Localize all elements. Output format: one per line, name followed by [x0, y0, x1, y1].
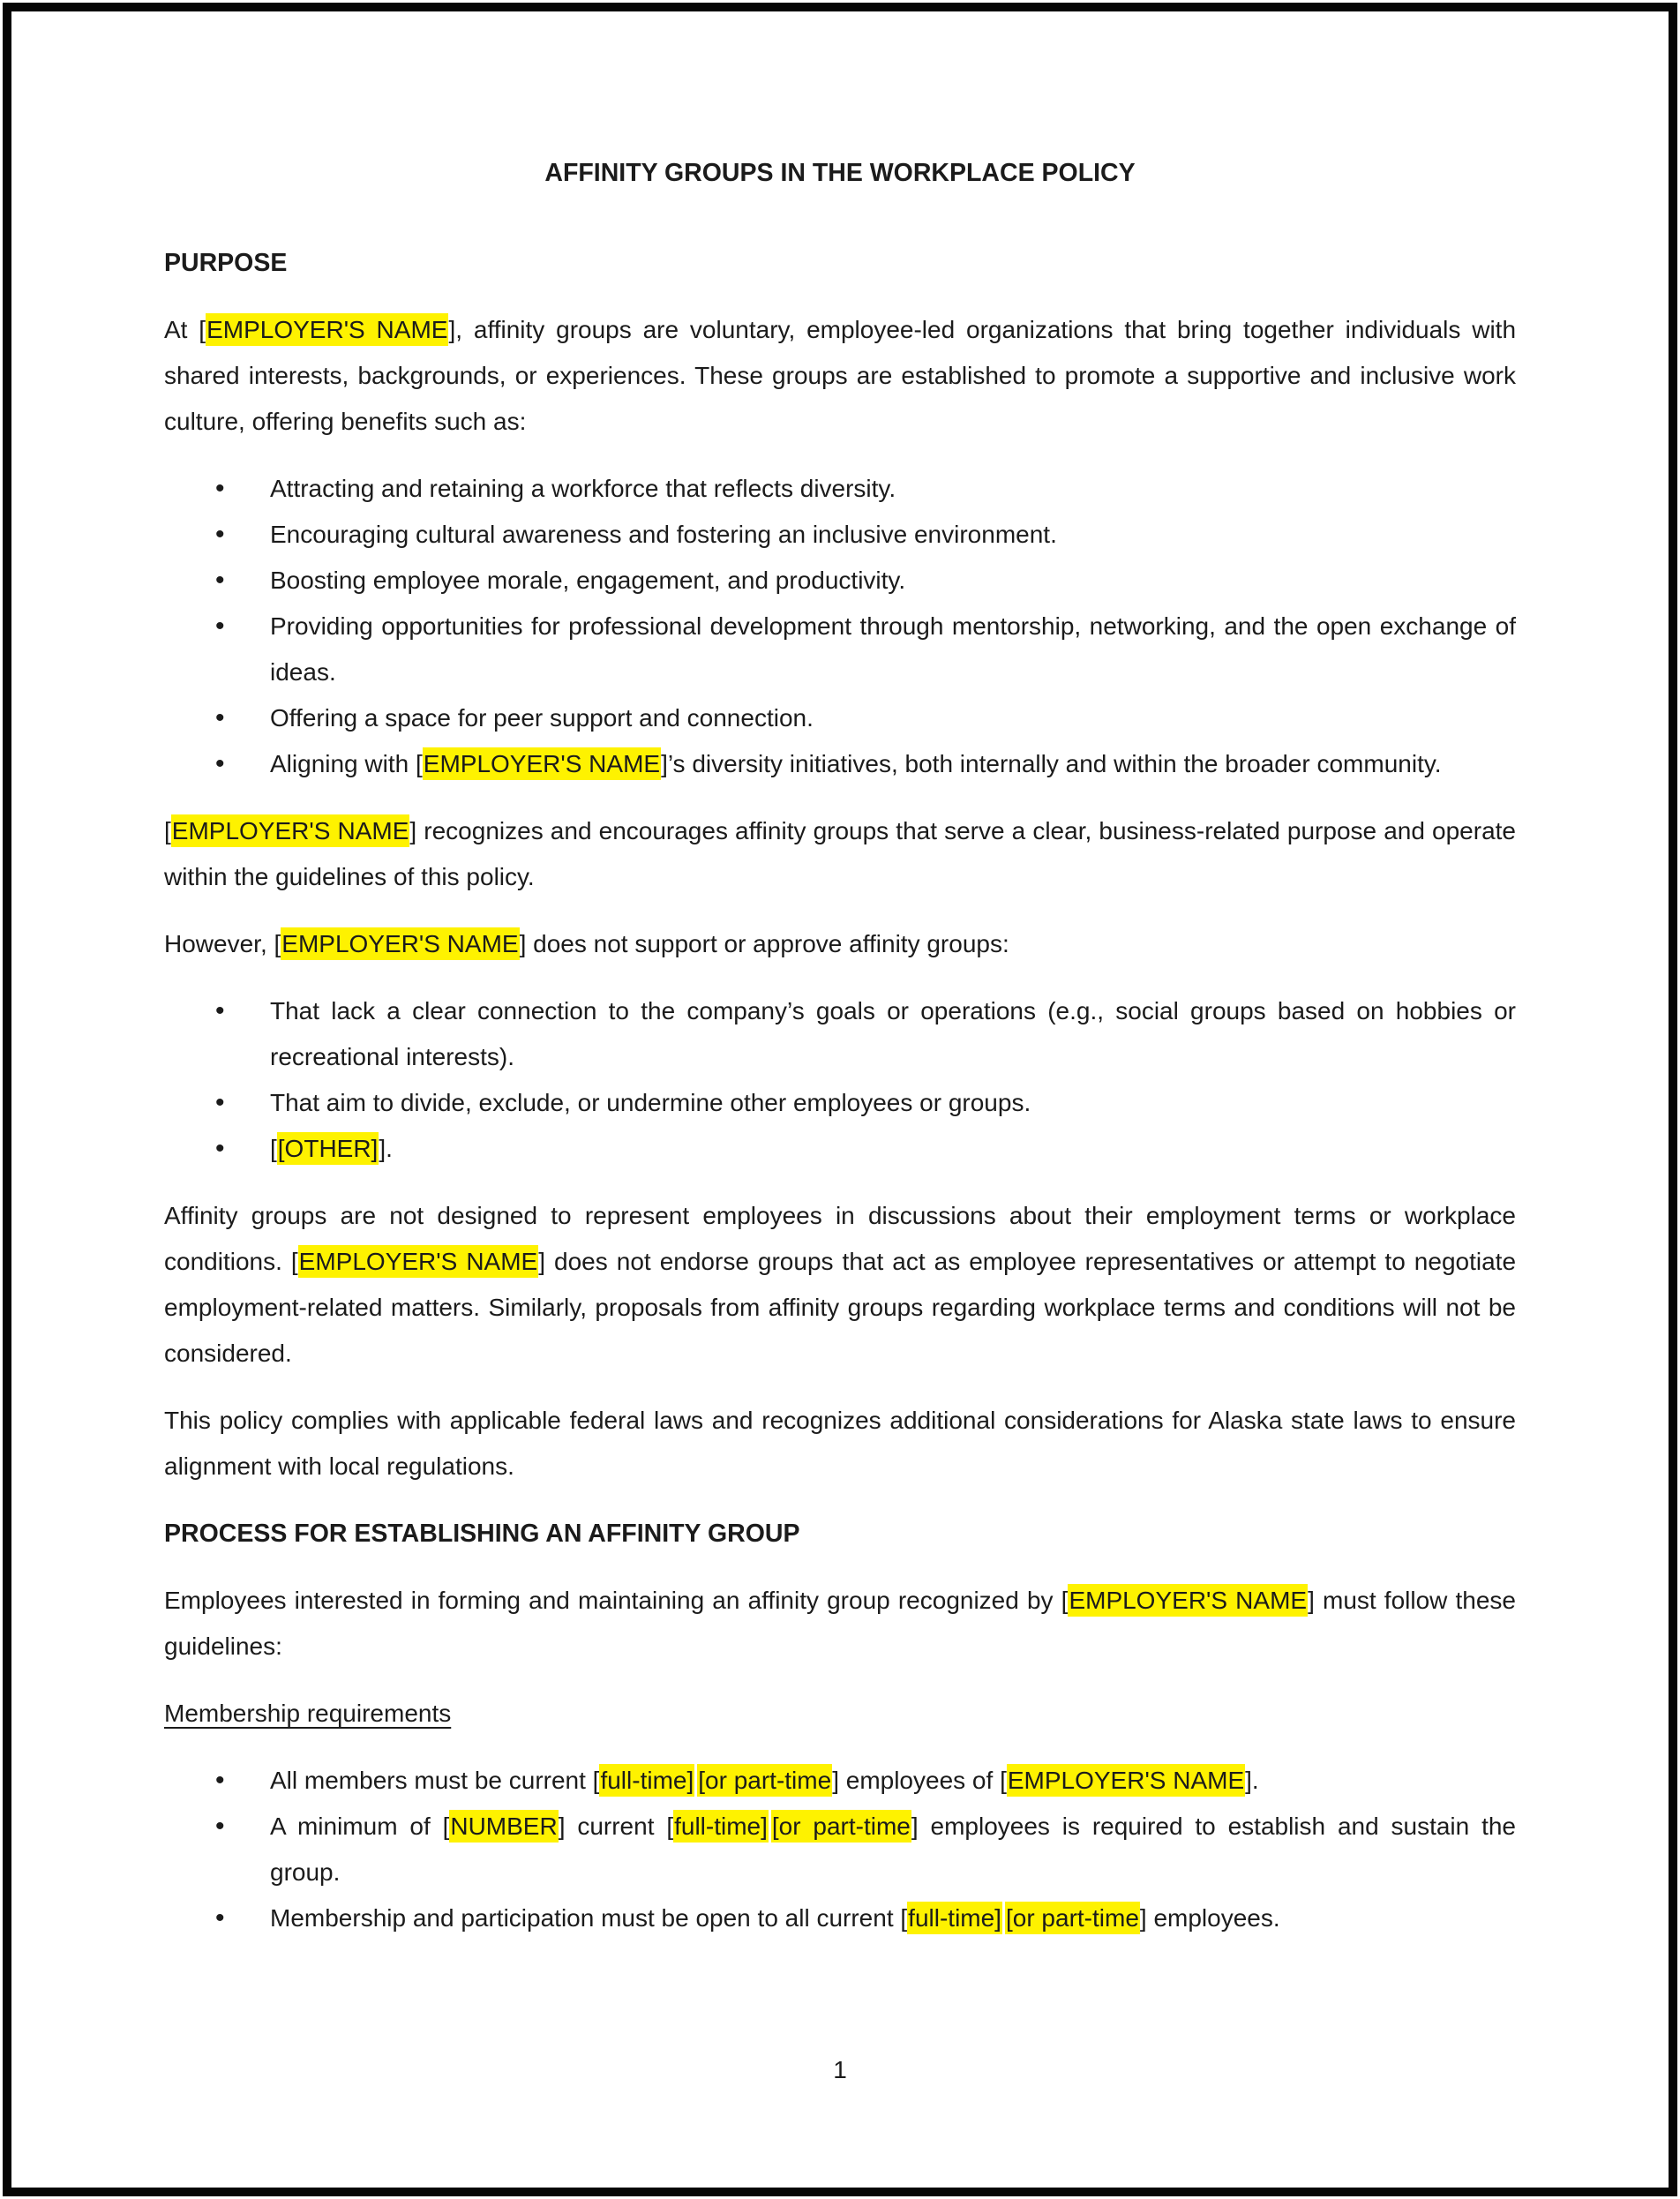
highlighted-placeholder: EMPLOYER'S NAME	[423, 747, 661, 780]
recognizes-paragraph: [EMPLOYER'S NAME] recognizes and encourages affinity groups that serve a clear, business-related purpose and operate within the guidelines of this policy.	[164, 808, 1516, 900]
highlighted-placeholder: [or part-time	[697, 1764, 832, 1797]
benefits-list	[164, 466, 1516, 787]
page-number: 1	[833, 2056, 847, 2083]
section-heading-process: PROCESS FOR ESTABLISHING AN AFFINITY GROUP	[164, 1520, 800, 1548]
highlighted-placeholder: full-time]	[673, 1810, 769, 1843]
section-heading-purpose: PURPOSE	[164, 249, 288, 277]
document-title: AFFINITY GROUPS IN THE WORKPLACE POLICY	[544, 159, 1136, 187]
compliance-paragraph: This policy complies with applicable federal laws and recognizes additional considerations for Alaska state laws to ensure alignment with local regulations.	[164, 1407, 1516, 1480]
list-item: • Encouraging cultural awareness and fostering an inclusive environment.	[270, 512, 1516, 558]
document-page	[0, 150, 1680, 1941]
list-item: • [[OTHER]].	[270, 1126, 1516, 1172]
highlighted-placeholder: EMPLOYER'S NAME	[298, 1245, 539, 1278]
highlighted-placeholder: [OTHER]	[277, 1132, 379, 1165]
highlighted-placeholder: EMPLOYER'S NAME	[1068, 1584, 1308, 1617]
highlighted-placeholder: [or part-time	[1005, 1902, 1140, 1934]
list-item: • Offering a space for peer support and connection.	[270, 695, 1516, 741]
highlighted-placeholder: full-time]	[907, 1902, 1002, 1934]
not-designed-paragraph: Affinity groups are not designed to represent employees in discussions about their employment terms or workplace conditions. [EMPLOYER'S NAME] does not endorse groups that act as employee representatives or attempt to negotiate employment-related matters. Similarly, proposals from affinity groups regarding workplace terms and conditions will not be considered.	[164, 1202, 1517, 1367]
list-item: • Aligning with [EMPLOYER'S NAME]’s diversity initiatives, both internally and within the broader community.	[270, 741, 1516, 787]
list-item: • Boosting employee morale, engagement, and productivity.	[270, 558, 1516, 604]
list-item: • Attracting and retaining a workforce that reflects diversity.	[270, 466, 1516, 512]
not-supported-list	[164, 988, 1516, 1172]
list-item: • That aim to divide, exclude, or undermine other employees or groups.	[270, 1080, 1516, 1126]
process-intro-paragraph: Employees interested in forming and maintaining an affinity group recognized by [EMPLOYER'S NAME] must follow these guidelines:	[164, 1578, 1516, 1670]
list-item: • Providing opportunities for professional development through mentorship, networking, and the open exchange of ideas.	[270, 604, 1516, 695]
list-item: • Membership and participation must be open to all current [full-time] [or part-time] employees.	[270, 1895, 1516, 1941]
highlighted-placeholder: EMPLOYER'S NAME	[206, 313, 448, 346]
membership-rules-list	[164, 1758, 1516, 1941]
highlighted-placeholder: full-time]	[599, 1764, 694, 1797]
highlighted-placeholder: EMPLOYER'S NAME	[171, 814, 410, 847]
membership-requirements-subheading: Membership requirements	[164, 1700, 452, 1727]
list-item: • All members must be current [full-time] [or part-time] employees of [EMPLOYER'S NAME].	[270, 1758, 1516, 1804]
highlighted-placeholder: NUMBER	[449, 1810, 558, 1843]
highlighted-placeholder: EMPLOYER'S NAME	[1007, 1764, 1245, 1797]
highlighted-placeholder: EMPLOYER'S NAME	[281, 927, 519, 960]
however-paragraph: However, [EMPLOYER'S NAME] does not support or approve affinity groups:	[164, 921, 1516, 967]
list-item: • A minimum of [NUMBER] current [full-time] [or part-time] employees is required to establish and sustain the group.	[270, 1804, 1516, 1895]
purpose-intro-paragraph: At [EMPLOYER'S NAME], affinity groups are voluntary, employee-led organizations that bring together individuals with shared interests, backgrounds, or experiences. These groups are established to promote a supportive and inclusive work culture, offering benefits such as:	[164, 307, 1516, 445]
list-item: • That lack a clear connection to the company’s goals or operations (e.g., social groups based on hobbies or recreational interests).	[270, 988, 1516, 1080]
highlighted-placeholder: [or part-time	[771, 1810, 911, 1843]
